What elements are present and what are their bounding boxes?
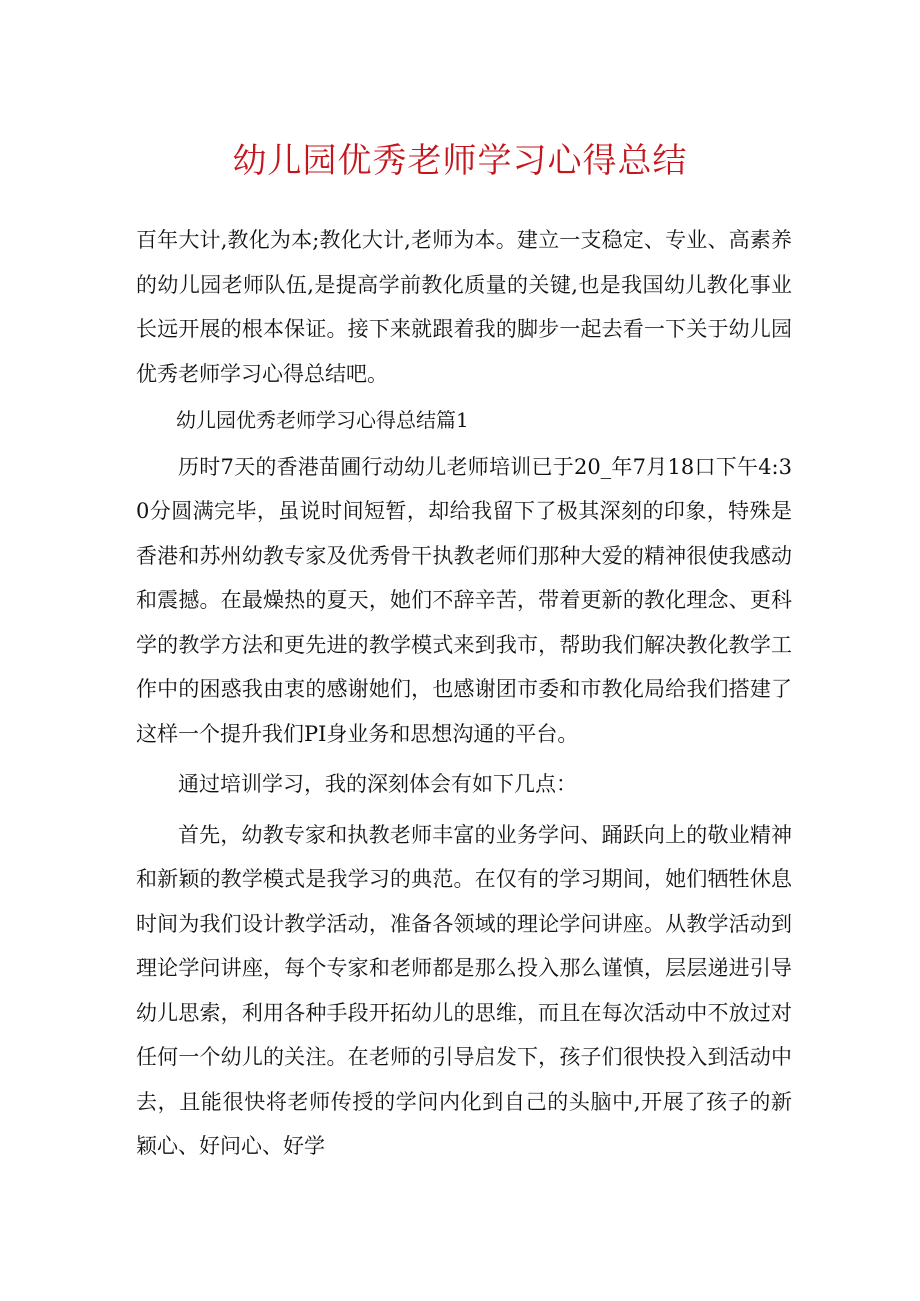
document-body xyxy=(136,218,792,1169)
intro-paragraph: 百年大计,教化为本;教化大计,老师为本。建立一支稳定、专业、高素养的幼儿园老师队伍,是提高学前教化质量的关键,也是我国幼儿教化事业长远开展的根本保证。接下来就跟着我的脚步一起去看一下关于幼儿园优秀老师学习心得总结吧。 xyxy=(136,228,792,386)
body-paragraph-2: 通过培训学习，我的深刻体会有如下几点： xyxy=(178,772,577,796)
section-heading: 幼儿园优秀老师学习心得总结篇1 xyxy=(176,408,469,432)
body-paragraph-1: 历时7天的香港苗圃行动幼儿老师培训已于20_年7月18口下午4:30分圆满完毕，虽说时间短暂，却给我留下了极其深刻的印象，特殊是香港和苏州幼教专家及优秀骨干执教老师们那种大爱的精神很使我感动和震撼。在最燥热的夏天，她们不辞辛苦，带着更新的教化理念、更科学的教学方法和更先进的教学模式来到我市，帮助我们解决教化教学工作中的困惑我由衷的感谢她们，也感谢团市委和市教化局给我们搭建了这样一个提升我们PI身业务和思想沟通的平台。 xyxy=(136,454,792,746)
document-title: 幼儿园优秀老师学习心得总结 xyxy=(232,141,688,181)
body-paragraph-3: 首先，幼教专家和执教老师丰富的业务学问、踊跃向上的敬业精神和新颖的教学模式是我学习的典范。在仅有的学习期间，她们牺牲休息时间为我们设计教学活动，准备各领域的理论学问讲座。从教学活动到理论学问讲座，每个专家和老师都是那么投入那么谨慎，层层递进引导幼儿思索，利用各种手段开拓幼儿的思维，而且在每次活动中不放过对任何一个幼儿的关注。在老师的引导启发下，孩子们很快投入到活动中去，且能很快将老师传授的学问内化到自己的头脑中,开展了孩子的新颖心、好问心、好学 xyxy=(136,822,792,1158)
